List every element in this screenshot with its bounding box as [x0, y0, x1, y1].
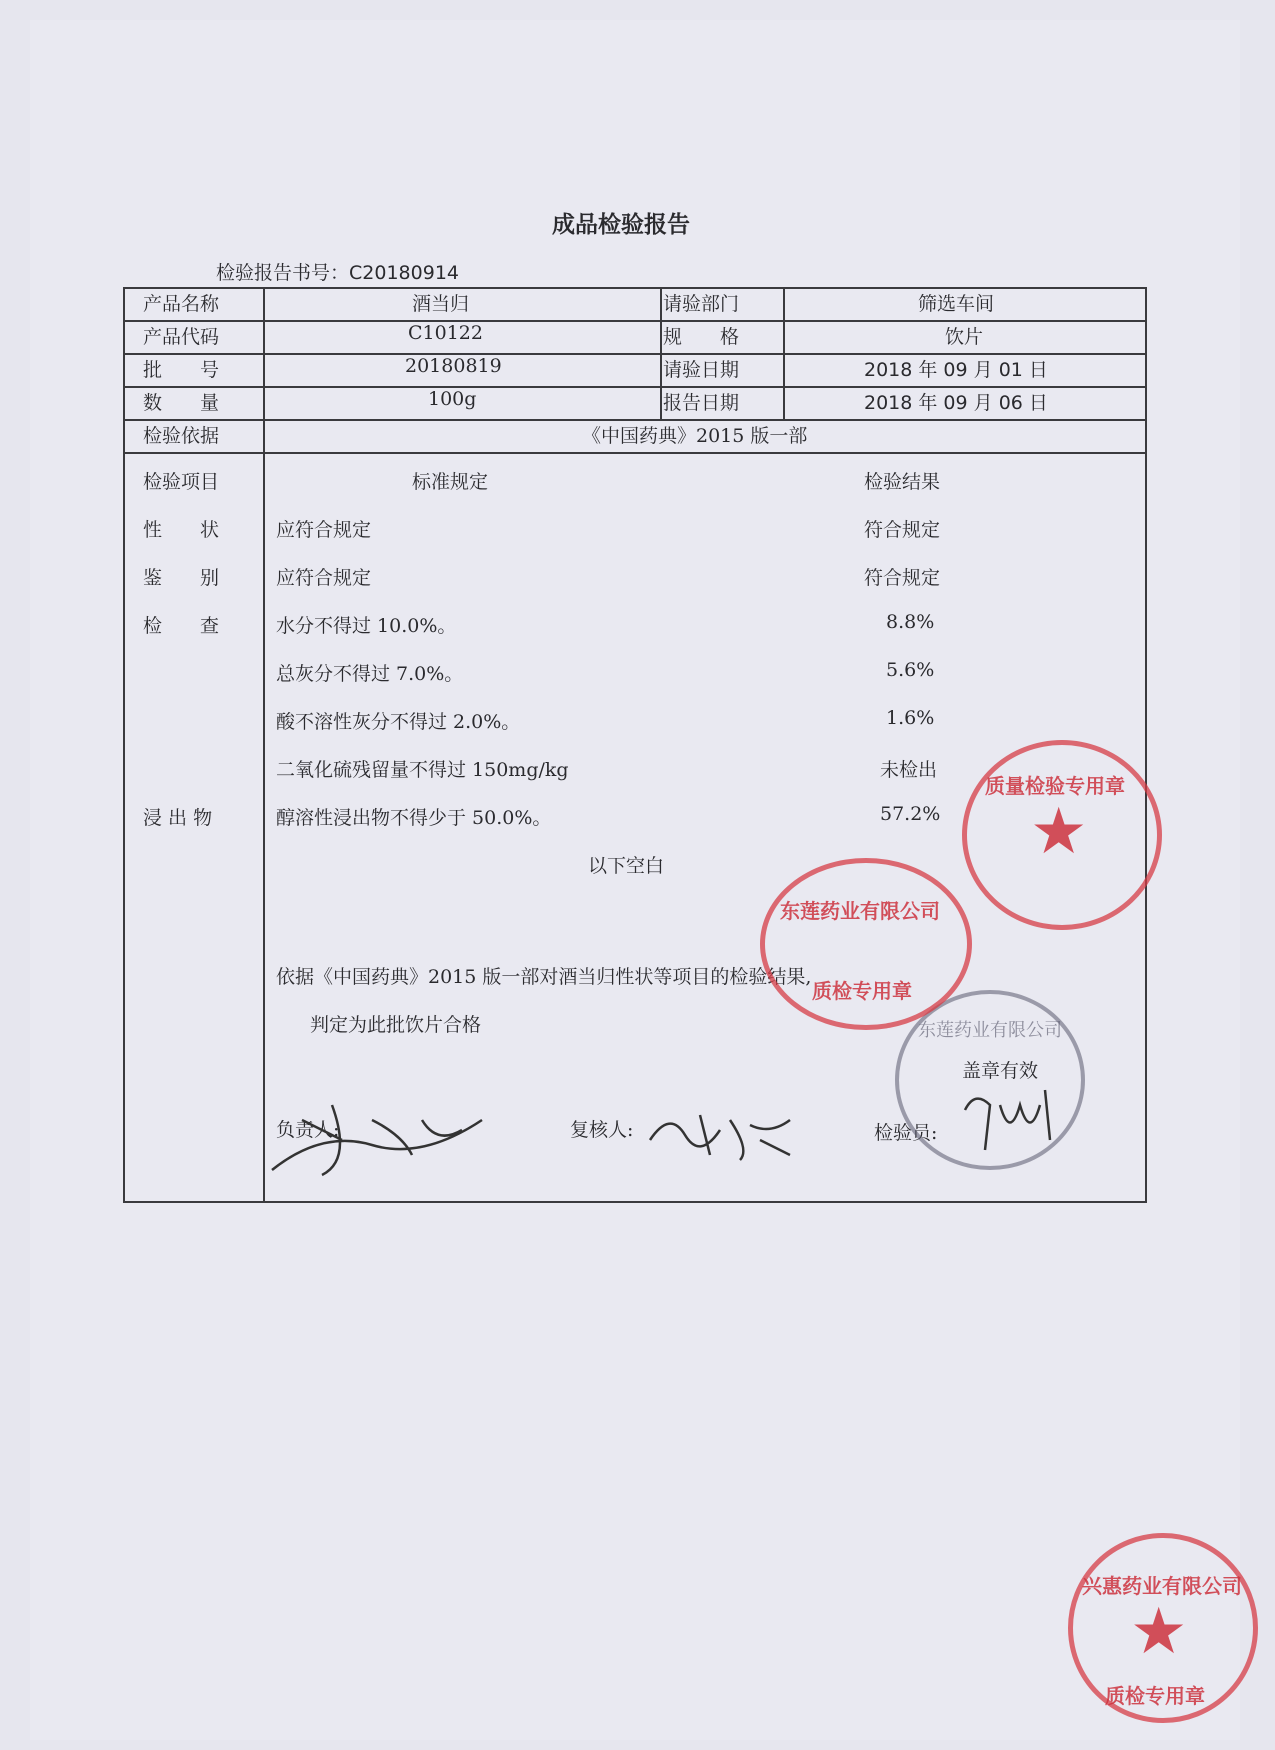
- responsible-label: 负责人:: [276, 1119, 340, 1141]
- col-divider: [783, 287, 785, 419]
- result-standard: 应符合规定: [276, 567, 372, 589]
- result-standard: 水分不得过 10.0%。: [276, 615, 457, 637]
- result-item: 性 状: [143, 519, 220, 541]
- result-value: 5.6%: [886, 659, 935, 681]
- result-standard: 应符合规定: [276, 519, 372, 541]
- seal-star-icon: ★: [1030, 795, 1088, 869]
- results-header-item: 检验项目: [143, 471, 220, 493]
- result-value: 符合规定: [864, 519, 941, 541]
- seal1-sub: 质检专用章: [812, 979, 912, 1003]
- stamp-note: 盖章有效: [962, 1060, 1039, 1082]
- responsible-signature: [262, 1090, 512, 1190]
- spec-label: 规 格: [663, 326, 740, 348]
- col-divider: [263, 287, 265, 1203]
- conclusion-line-2: 判定为此批饮片合格: [310, 1014, 482, 1036]
- row-divider: [123, 452, 1147, 454]
- seal2-text: 质量检验专用章: [985, 774, 1125, 798]
- result-item: 浸 出 物: [143, 807, 213, 829]
- batch-number: 20180819: [405, 355, 502, 377]
- inspector-label: 检验员:: [874, 1122, 938, 1144]
- conclusion-line-1: 依据《中国药典》2015 版一部对酒当归性状等项目的检验结果,: [276, 966, 812, 988]
- reviewer-signature: [640, 1100, 800, 1170]
- result-standard: 二氧化硫残留量不得过 150mg/kg: [276, 759, 569, 781]
- basis-label: 检验依据: [143, 425, 220, 447]
- product-code: C10122: [408, 322, 483, 344]
- product-name: 酒当归: [412, 293, 470, 315]
- request-dept-label: 请验部门: [663, 293, 740, 315]
- result-standard: 醇溶性浸出物不得少于 50.0%。: [276, 807, 552, 829]
- seal4-sub: 质检专用章: [1105, 1684, 1205, 1708]
- reviewer-label: 复核人:: [570, 1119, 634, 1141]
- basis: 《中国药典》2015 版一部: [582, 425, 808, 447]
- quantity-label: 数 量: [143, 392, 220, 414]
- product-code-label: 产品代码: [143, 326, 220, 348]
- request-dept: 筛选车间: [918, 293, 995, 315]
- col-divider: [660, 287, 662, 419]
- report-number-line: [216, 258, 459, 285]
- quality-seal-red: [760, 858, 972, 1030]
- seal4-text: 兴惠药业有限公司: [1082, 1574, 1242, 1598]
- result-value: 57.2%: [880, 803, 941, 825]
- request-date: 2018 年 09 月 01 日: [864, 359, 1048, 381]
- results-header-result: 检验结果: [864, 471, 941, 493]
- quantity: 100g: [428, 388, 477, 410]
- batch-label: 批 号: [143, 359, 220, 381]
- result-standard: 酸不溶性灰分不得过 2.0%。: [276, 711, 521, 733]
- blank-note: 以下空白: [588, 855, 665, 877]
- report-date: 2018 年 09 月 06 日: [864, 392, 1048, 414]
- result-value: 1.6%: [886, 707, 935, 729]
- gray-seal-text: 东莲药业有限公司: [918, 1020, 1062, 1041]
- seal1-text: 东莲药业有限公司: [780, 899, 940, 923]
- result-standard: 总灰分不得过 7.0%。: [276, 663, 464, 685]
- product-name-label: 产品名称: [143, 293, 220, 315]
- corner-seal-star-icon: ★: [1130, 1595, 1188, 1669]
- report-date-label: 报告日期: [663, 392, 740, 414]
- report-number: C20180914: [349, 262, 459, 284]
- result-value: 8.8%: [886, 611, 935, 633]
- report-number-label: 检验报告书号：: [216, 262, 350, 284]
- result-item: 检 查: [143, 615, 220, 637]
- result-value: 未检出: [880, 759, 938, 781]
- result-value: 符合规定: [864, 567, 941, 589]
- result-item: 鉴 别: [143, 567, 220, 589]
- spec: 饮片: [945, 326, 984, 348]
- row-divider: [123, 320, 1147, 322]
- request-date-label: 请验日期: [663, 359, 740, 381]
- report-title: 成品检验报告: [552, 212, 690, 238]
- results-header-standard: 标准规定: [412, 471, 489, 493]
